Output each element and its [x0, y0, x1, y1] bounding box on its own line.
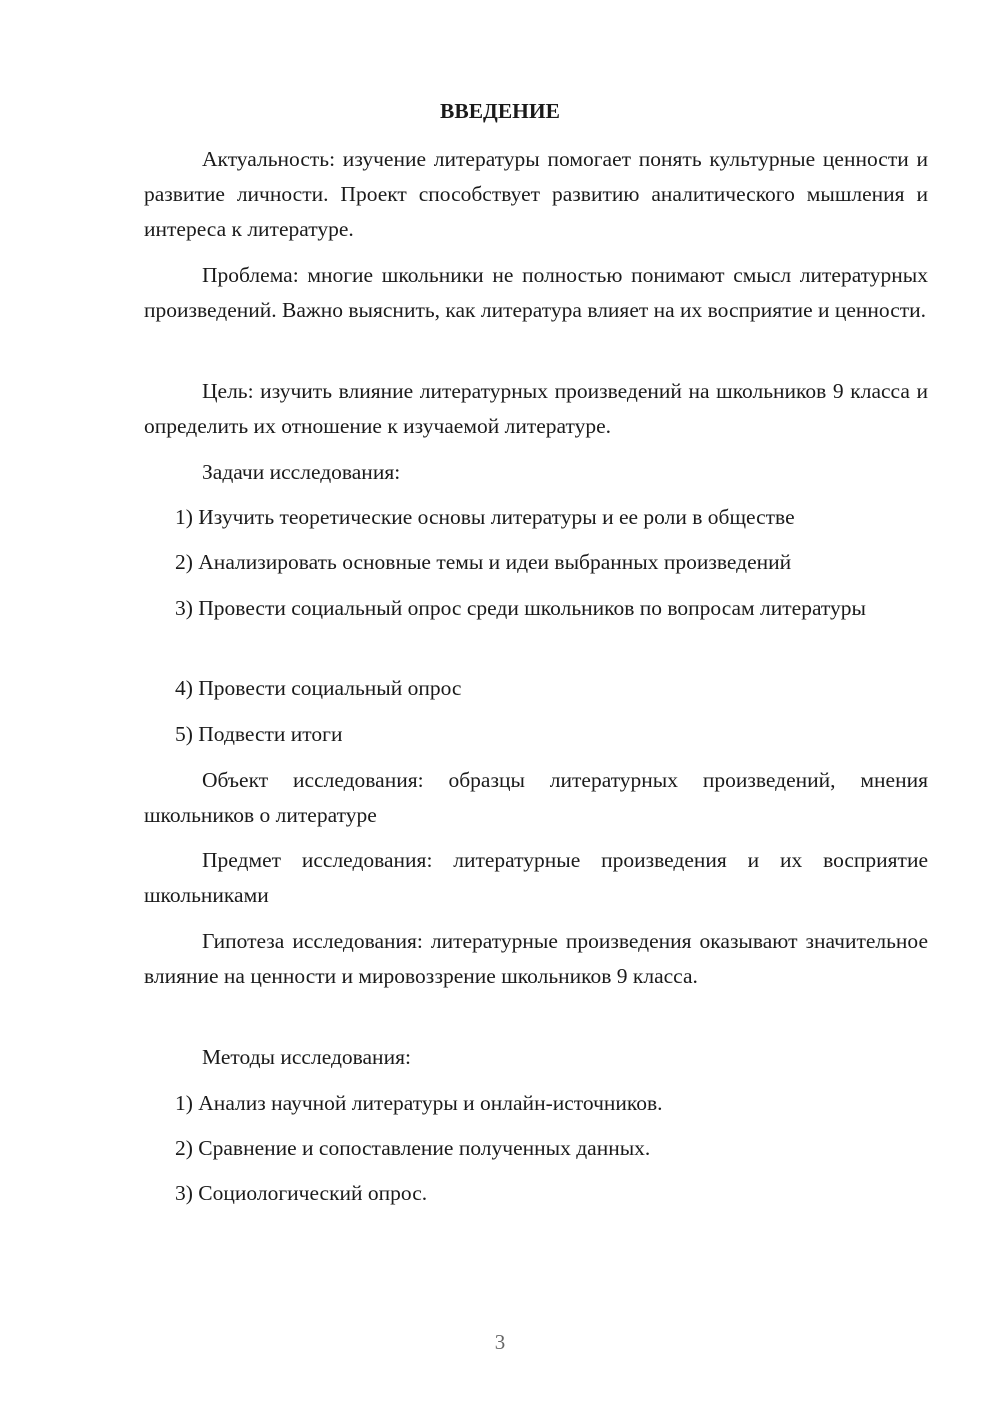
task-item-4: 4) Провести социальный опрос [175, 676, 462, 700]
section-title: ВВЕДЕНИЕ [440, 99, 560, 123]
task-item-3: 3) Провести социальный опрос среди школьников по вопросам литературы [175, 596, 866, 620]
goal-paragraph: Цель: изучить влияние литературных произведений на школьников 9 класса и определить их отношение к изучаемой литературе. [144, 379, 928, 438]
page-number: 3 [494, 1330, 506, 1354]
object-paragraph: Объект исследования: образцы литературных произведений, мнения школьников о литературе [144, 768, 928, 827]
problem-paragraph: Проблема: многие школьники не полностью понимают смысл литературных произведений. Важно выяснить, как литература влияет на их восприятие и ценности. [144, 263, 928, 322]
method-item-1: 1) Анализ научной литературы и онлайн-источников. [175, 1091, 663, 1115]
subject-paragraph: Предмет исследования: литературные произведения и их восприятие школьниками [144, 848, 928, 907]
hypothesis-paragraph: Гипотеза исследования: литературные произведения оказывают значительное влияние на ценности и мировоззрение школьников 9 класса. [144, 929, 928, 988]
tasks-heading: Задачи исследования: [202, 460, 401, 484]
method-item-3: 3) Социологический опрос. [175, 1181, 428, 1205]
task-item-2: 2) Анализировать основные темы и идеи выбранных произведений [175, 550, 792, 574]
task-item-1: 1) Изучить теоретические основы литературы и ее роли в обществе [175, 505, 795, 529]
method-item-2: 2) Сравнение и сопоставление полученных данных. [175, 1136, 651, 1160]
relevance-paragraph: Актуальность: изучение литературы помогает понять культурные ценности и развитие личности. Проект способствует развитию аналитического мышления и интереса к литературе. [144, 147, 928, 241]
methods-heading: Методы исследования: [202, 1045, 411, 1069]
task-item-5: 5) Подвести итоги [175, 722, 343, 746]
